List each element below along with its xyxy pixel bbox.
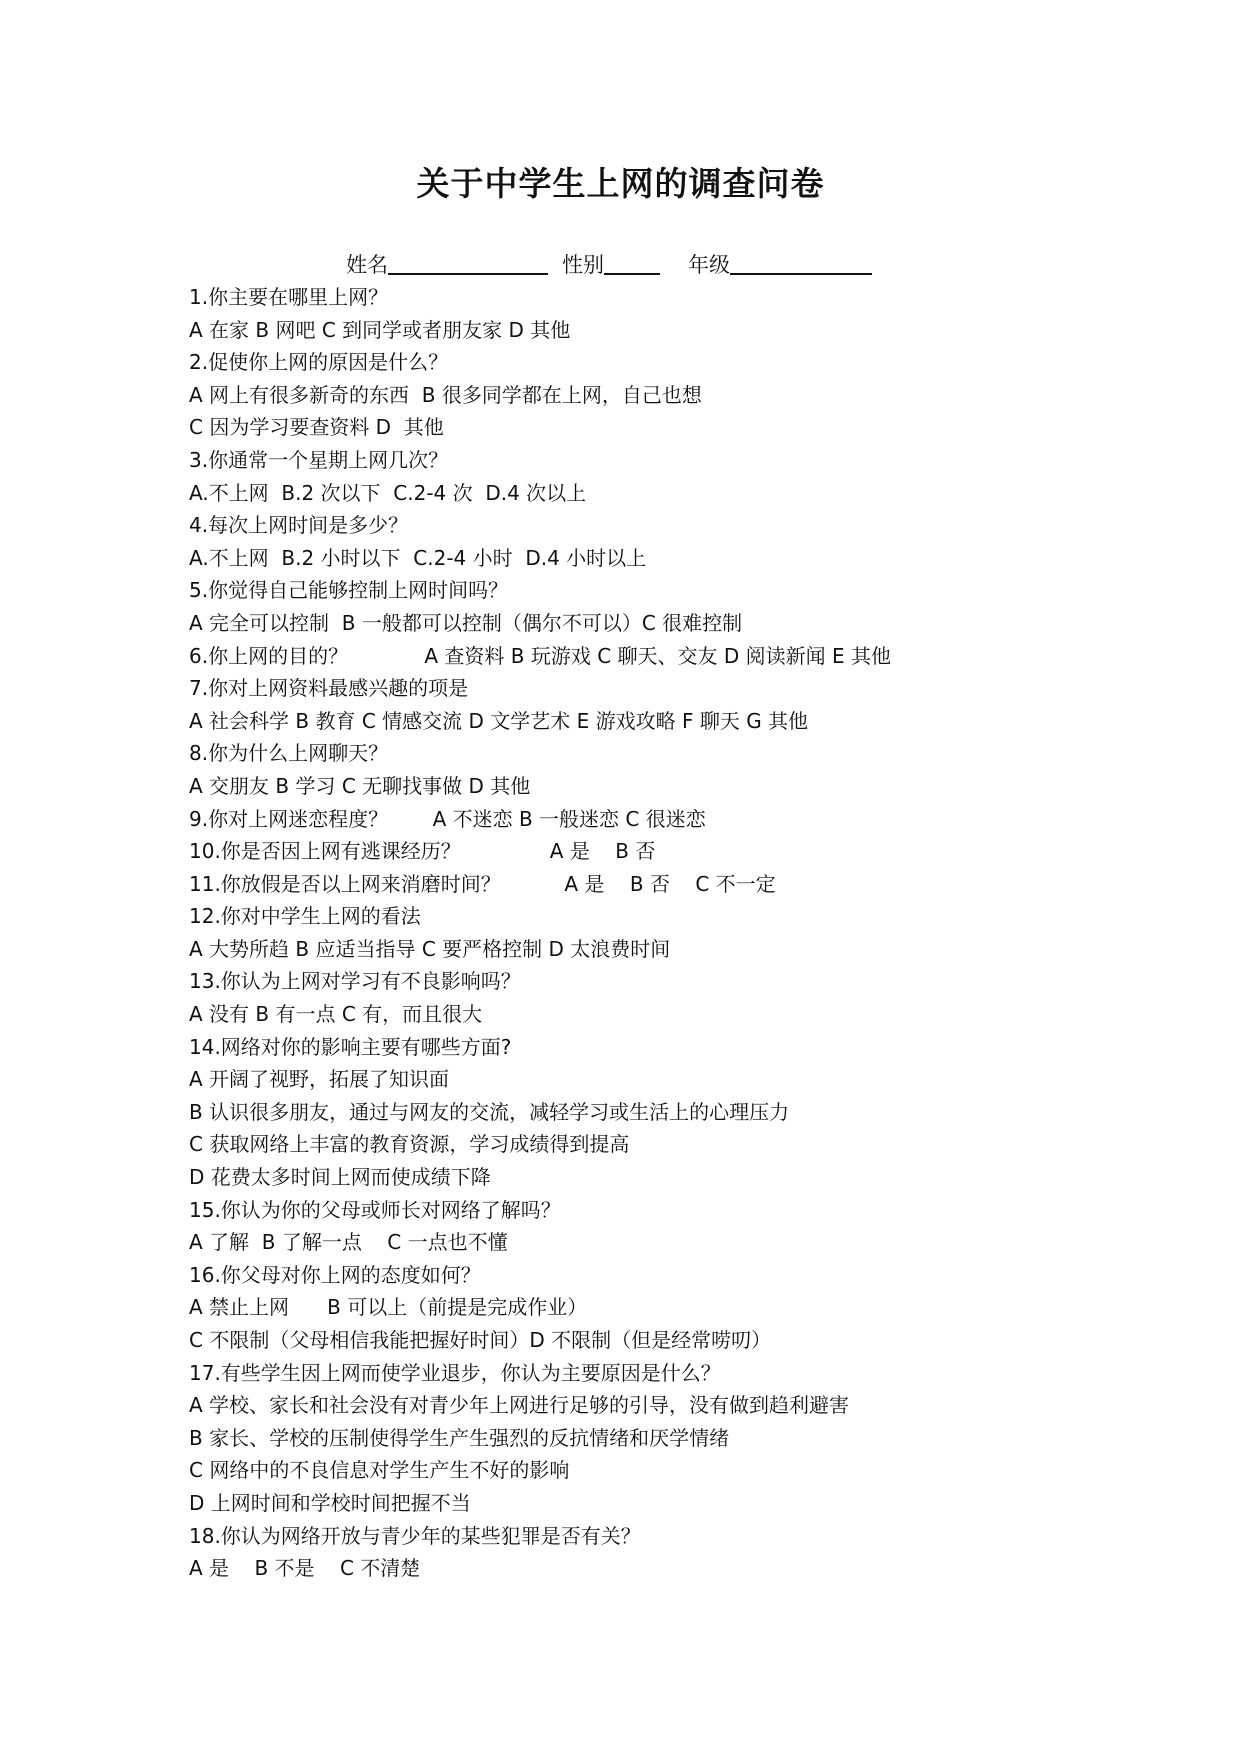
answer-line: B 认识很多朋友，通过与网友的交流，减轻学习或生活上的心理压力 [189, 1099, 790, 1124]
question-line: 13.你认为上网对学习有不良影响吗？ [189, 969, 521, 994]
question-line: 9.你对上网迷恋程度？ A 不迷恋 B 一般迷恋 C 很迷恋 [189, 806, 706, 831]
grade-blank [730, 249, 872, 275]
answer-line: A 禁止上网 B 可以上（前提是完成作业） [189, 1295, 588, 1320]
answer-line: A 开阔了视野，拓展了知识面 [189, 1067, 450, 1092]
answer-line: C 网络中的不良信息对学生产生不好的影响 [189, 1458, 570, 1483]
page-title: 关于中学生上网的调查问卷 [416, 164, 825, 203]
answer-line: A 没有 B 有一点 C 有，而且很大 [189, 1002, 483, 1027]
answer-line: D 花费太多时间上网而使成绩下降 [189, 1165, 491, 1190]
answer-line: A 交朋友 B 学习 C 无聊找事做 D 其他 [189, 773, 531, 798]
answer-line: A 社会科学 B 教育 C 情感交流 D 文学艺术 E 游戏攻略 F 聊天 G 其他 [189, 708, 809, 733]
answer-line: A 网上有很多新奇的东西 B 很多同学都在上网，自己也想 [189, 382, 702, 407]
name-label: 姓名 [346, 253, 388, 277]
answer-line: A.不上网 B.2 次以下 C.2-4 次 D.4 次以上 [189, 480, 587, 505]
student-info-row [346, 248, 886, 282]
answer-line: A 学校、家长和社会没有对青少年上网进行足够的引导，没有做到趋利避害 [189, 1393, 850, 1418]
question-line: 12.你对中学生上网的看法 [189, 904, 421, 929]
question-line: 6.你上网的目的？ A 查资料 B 玩游戏 C 聊天、交友 D 阅读新闻 E 其他 [189, 643, 891, 668]
grade-label: 年级 [688, 253, 730, 277]
answer-line: A 在家 B 网吧 C 到同学或者朋友家 D 其他 [189, 317, 571, 342]
answer-line: A 完全可以控制 B 一般都可以控制（偶尔不可以）C 很难控制 [189, 610, 743, 635]
question-line: 14.网络对你的影响主要有哪些方面? [189, 1034, 512, 1059]
answer-line: A 了解 B 了解一点 C 一点也不懂 [189, 1230, 508, 1255]
gender-blank [604, 249, 660, 275]
name-blank [388, 249, 548, 275]
answer-line: B 家长、学校的压制使得学生产生强烈的反抗情绪和厌学情绪 [189, 1425, 730, 1450]
question-line: 10.你是否因上网有逃课经历？ A 是 B 否 [189, 839, 656, 864]
question-line: 5.你觉得自己能够控制上网时间吗？ [189, 578, 509, 603]
question-line: 2.促使你上网的原因是什么？ [189, 350, 449, 375]
answer-line: C 因为学习要查资料 D 其他 [189, 415, 444, 440]
answer-line: C 获取网络上丰富的教育资源，学习成绩得到提高 [189, 1132, 630, 1157]
question-line: 8.你为什么上网聊天？ [189, 741, 389, 766]
question-line: 3.你通常一个星期上网几次？ [189, 447, 449, 472]
answer-line: A.不上网 B.2 小时以下 C.2-4 小时 D.4 小时以上 [189, 545, 647, 570]
question-line: 16.你父母对你上网的态度如何？ [189, 1262, 481, 1287]
answer-line: A 大势所趋 B 应适当指导 C 要严格控制 D 太浪费时间 [189, 936, 671, 961]
gender-label: 性别 [562, 253, 604, 277]
questionnaire-body [189, 281, 1189, 1585]
answer-line: D 上网时间和学校时间把握不当 [189, 1490, 471, 1515]
question-line: 7.你对上网资料最感兴趣的项是 [189, 676, 469, 701]
answer-line: A 是 B 不是 C 不清楚 [189, 1556, 421, 1581]
answer-line: C 不限制（父母相信我能把握好时间）D 不限制（但是经常唠叨） [189, 1328, 772, 1352]
question-line: 1.你主要在哪里上网？ [189, 285, 389, 309]
question-line: 15.你认为你的父母或师长对网络了解吗？ [189, 1197, 561, 1222]
question-line: 11.你放假是否以上网来消磨时间？ A 是 B 否 C 不一定 [189, 871, 776, 896]
question-line: 17.有些学生因上网而使学业退步，你认为主要原因是什么？ [189, 1360, 721, 1385]
question-line: 4.每次上网时间是多少？ [189, 513, 409, 538]
question-line: 18.你认为网络开放与青少年的某些犯罪是否有关？ [189, 1523, 641, 1548]
